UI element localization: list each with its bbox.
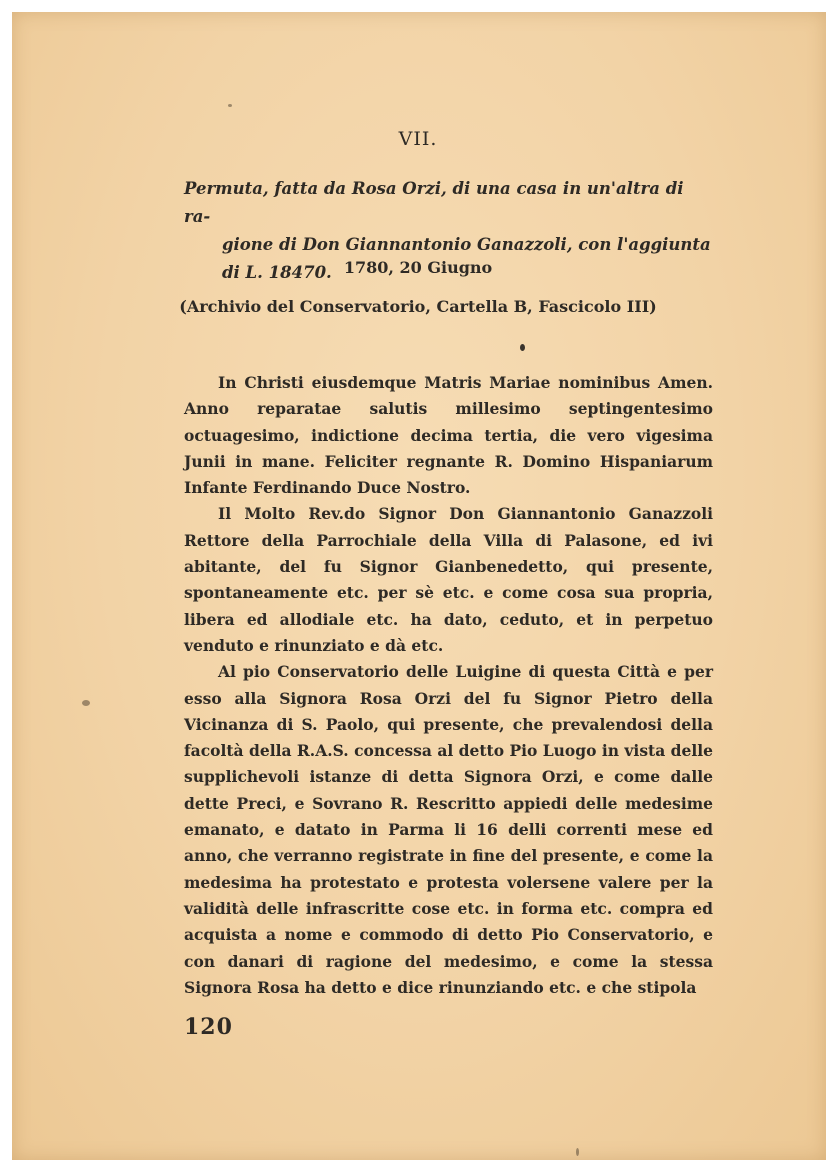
paragraph: Al pio Conservatorio delle Luigine di questa Città e per esso alla Signora Rosa Orzi del fu Signor Pietro della Vicinanza di S. Paolo, qui presente, che prevalendosi della facoltà della R.A.S. concessa al detto Pio Luogo in vista delle supplichevoli istanze di detta Signora Orzi, e come dalle dette Preci, e Sovrano R. Rescritto appiedi delle medesime emanato, e datato in Parma li 16 delli correnti mese ed anno, che verranno registrate in fine del presente, e come la medesima ha protestato e protesta volersene valere per la validità delle infrascritte cose etc. in forma etc. compra ed acquista a nome e commodo di detto Pio Conservatorio, e con danari di ragione del medesimo, e come la stessa Signora Rosa ha detto e dice rinunziando etc. e che stipola bbox=[184, 662, 713, 997]
page-number: 120 bbox=[184, 1014, 233, 1040]
paragraph: Il Molto Rev.do Signor Don Giannantonio Ganazzoli Rettore della Parrochiale della Villa di Palasone, ed ivi abitante, del fu Signor Gianbenedetto, qui presente, spontaneamente etc. per sè etc. e come cosa sua propria, libera ed allodiale etc. ha dato, ceduto, et in perpetuo venduto e rinunziato e dà etc. bbox=[184, 504, 713, 655]
paper-speck bbox=[228, 104, 232, 107]
title-line-2: gione di Don Giannantonio Ganazzoli, con l'aggiunta bbox=[222, 235, 711, 254]
document-date: 1780, 20 Giugno bbox=[343, 258, 493, 277]
body-text bbox=[184, 370, 713, 1001]
archive-source: (Archivio del Conservatorio, Cartella B, Fascicolo III) bbox=[179, 297, 657, 316]
title-line-1: Permuta, fatta da Rosa Orzi, di una casa in un'altra di ra- bbox=[184, 179, 684, 226]
bullet-mark bbox=[520, 344, 525, 351]
paper-speck bbox=[576, 1148, 579, 1156]
title-line-3: di L. 18470. bbox=[222, 263, 332, 282]
paragraph: In Christi eiusdemque Matris Mariae nominibus Amen. Anno reparatae salutis millesimo septingentesimo octuagesimo, indictione decima tertia, die vero vigesima Junii in mane. Feliciter regnante R. Domino Hispaniarum Infante Ferdinando Duce Nostro. bbox=[184, 373, 713, 498]
section-heading: VII. bbox=[398, 128, 438, 150]
paper-speck bbox=[82, 700, 90, 706]
